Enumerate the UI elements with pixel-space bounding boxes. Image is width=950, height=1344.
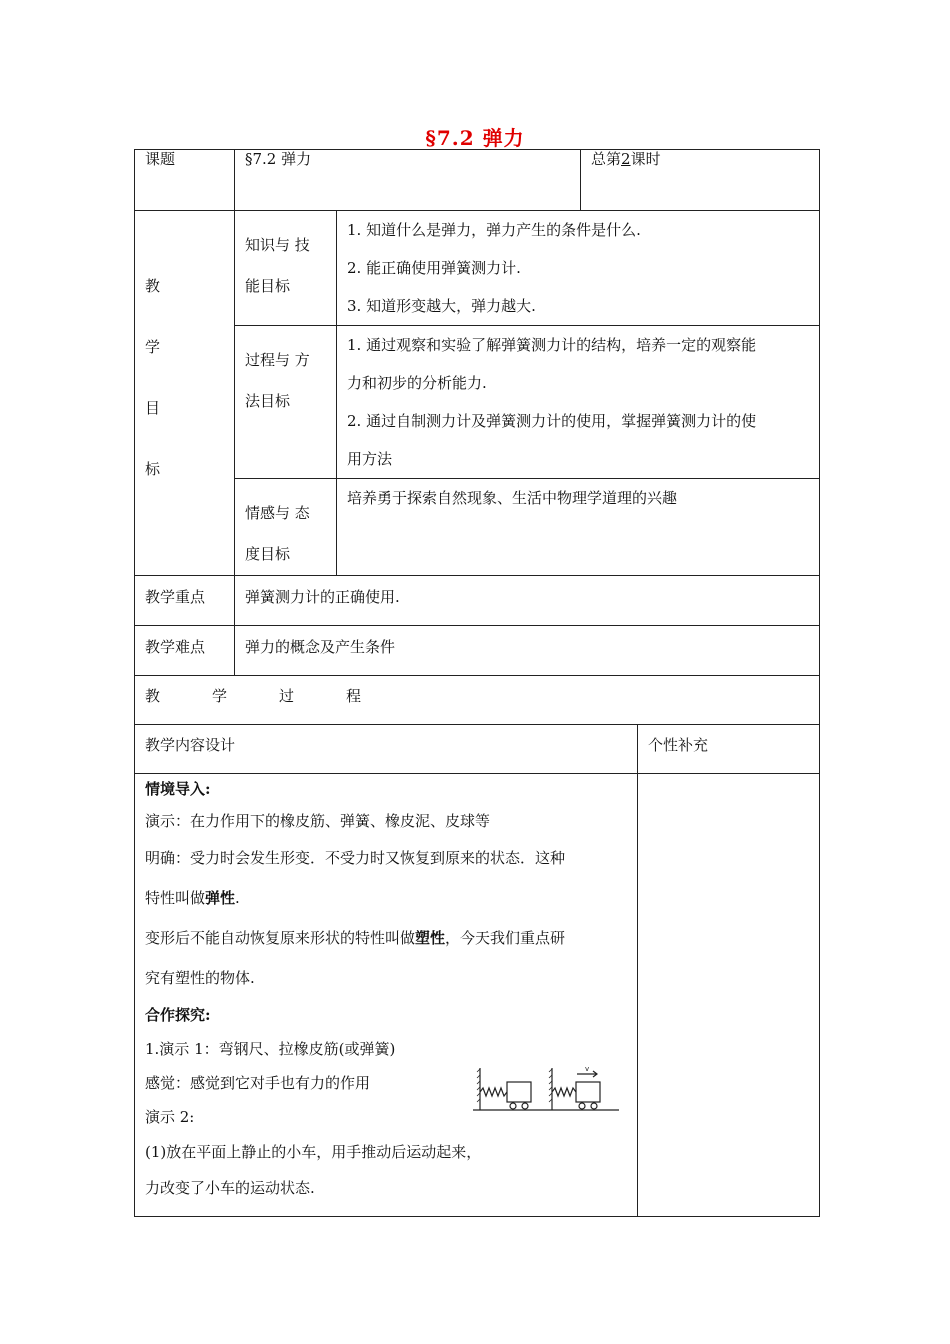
content-design-cell — [135, 774, 638, 1217]
clarify-line-1: 明确：受力时会发生形变．不受力时又恢复到原来的状态．这种 — [145, 849, 566, 867]
supplement-cell — [638, 774, 820, 1217]
lesson-count: 总第2课时 — [581, 150, 820, 211]
topic-value: §7.2 弹力 — [235, 150, 581, 211]
demo-line: 演示：在力作用下的橡皮筋、弹簧、橡皮泥、皮球等 — [145, 812, 491, 830]
spring-cart-diagram — [473, 1064, 623, 1116]
lesson-plan-table — [134, 149, 820, 1217]
knowledge-items: 1. 知道什么是弹力，弹力产生的条件是什么. 2. 能正确使用弹簧测力计. 3. 知道形变越大，弹力越大. — [337, 211, 820, 326]
intro-heading: 情境导入: — [145, 780, 211, 798]
focus-label: 教学重点 — [135, 576, 235, 626]
step1-line: (1)放在平面上静止的小车，用手推动后运动起来， — [145, 1143, 482, 1161]
process-items: 1. 通过观察和实验了解弹簧测力计的结构，培养一定的观察能 力和初步的分析能力. 2. 通过自制测力计及弹簧测力计的使用，掌握弹簧测力计的使 用方法 — [337, 326, 820, 479]
column-header-row — [135, 725, 820, 774]
demo2-line: 演示 2: — [145, 1108, 195, 1126]
supplement-column-header: 个性补充 — [638, 725, 820, 774]
lesson-number: 2 — [621, 150, 631, 168]
difficulty-label: 教学难点 — [135, 626, 235, 676]
focus-row — [135, 576, 820, 626]
attitude-label: 情感与 态 度目标 — [235, 479, 337, 576]
process-header-row — [135, 676, 820, 725]
knowledge-label: 知识与 技 能目标 — [235, 211, 337, 326]
velocity-label: v — [585, 1065, 590, 1073]
knowledge-objective-row — [135, 211, 820, 326]
difficulty-row — [135, 626, 820, 676]
attitude-objective-row — [135, 479, 820, 576]
process-label: 过程与 方 法目标 — [235, 326, 337, 479]
plastic-line-2: 究有塑性的物体. — [145, 969, 255, 987]
difficulty-value: 弹力的概念及产生条件 — [235, 626, 820, 676]
coop-heading: 合作探究: — [145, 1006, 211, 1024]
objectives-label: 教 学 目 标 — [135, 211, 235, 576]
focus-value: 弹簧测力计的正确使用. — [235, 576, 820, 626]
topic-label: 课题 — [135, 150, 235, 211]
process-objective-row — [135, 326, 820, 479]
step1b-line: 力改变了小车的运动状态. — [145, 1179, 315, 1197]
feel-line: 感觉：感觉到它对手也有力的作用 — [145, 1074, 371, 1092]
plastic-line-1: 变形后不能自动恢复原来形状的特性叫做塑性，今天我们重点研 — [145, 929, 566, 947]
teaching-process-heading: 教 学 过 程 — [135, 676, 820, 725]
page-title: §7.2 弹力 — [425, 126, 525, 150]
header-row — [135, 150, 820, 211]
content-row — [135, 774, 820, 1217]
design-column-header: 教学内容设计 — [135, 725, 638, 774]
demo1-line: 1.演示 1：弯钢尺、拉橡皮筋(或弹簧) — [145, 1040, 396, 1058]
attitude-items: 培养勇于探索自然现象、生活中物理学道理的兴趣 — [337, 479, 820, 576]
clarify-line-2: 特性叫做弹性. — [145, 889, 240, 907]
